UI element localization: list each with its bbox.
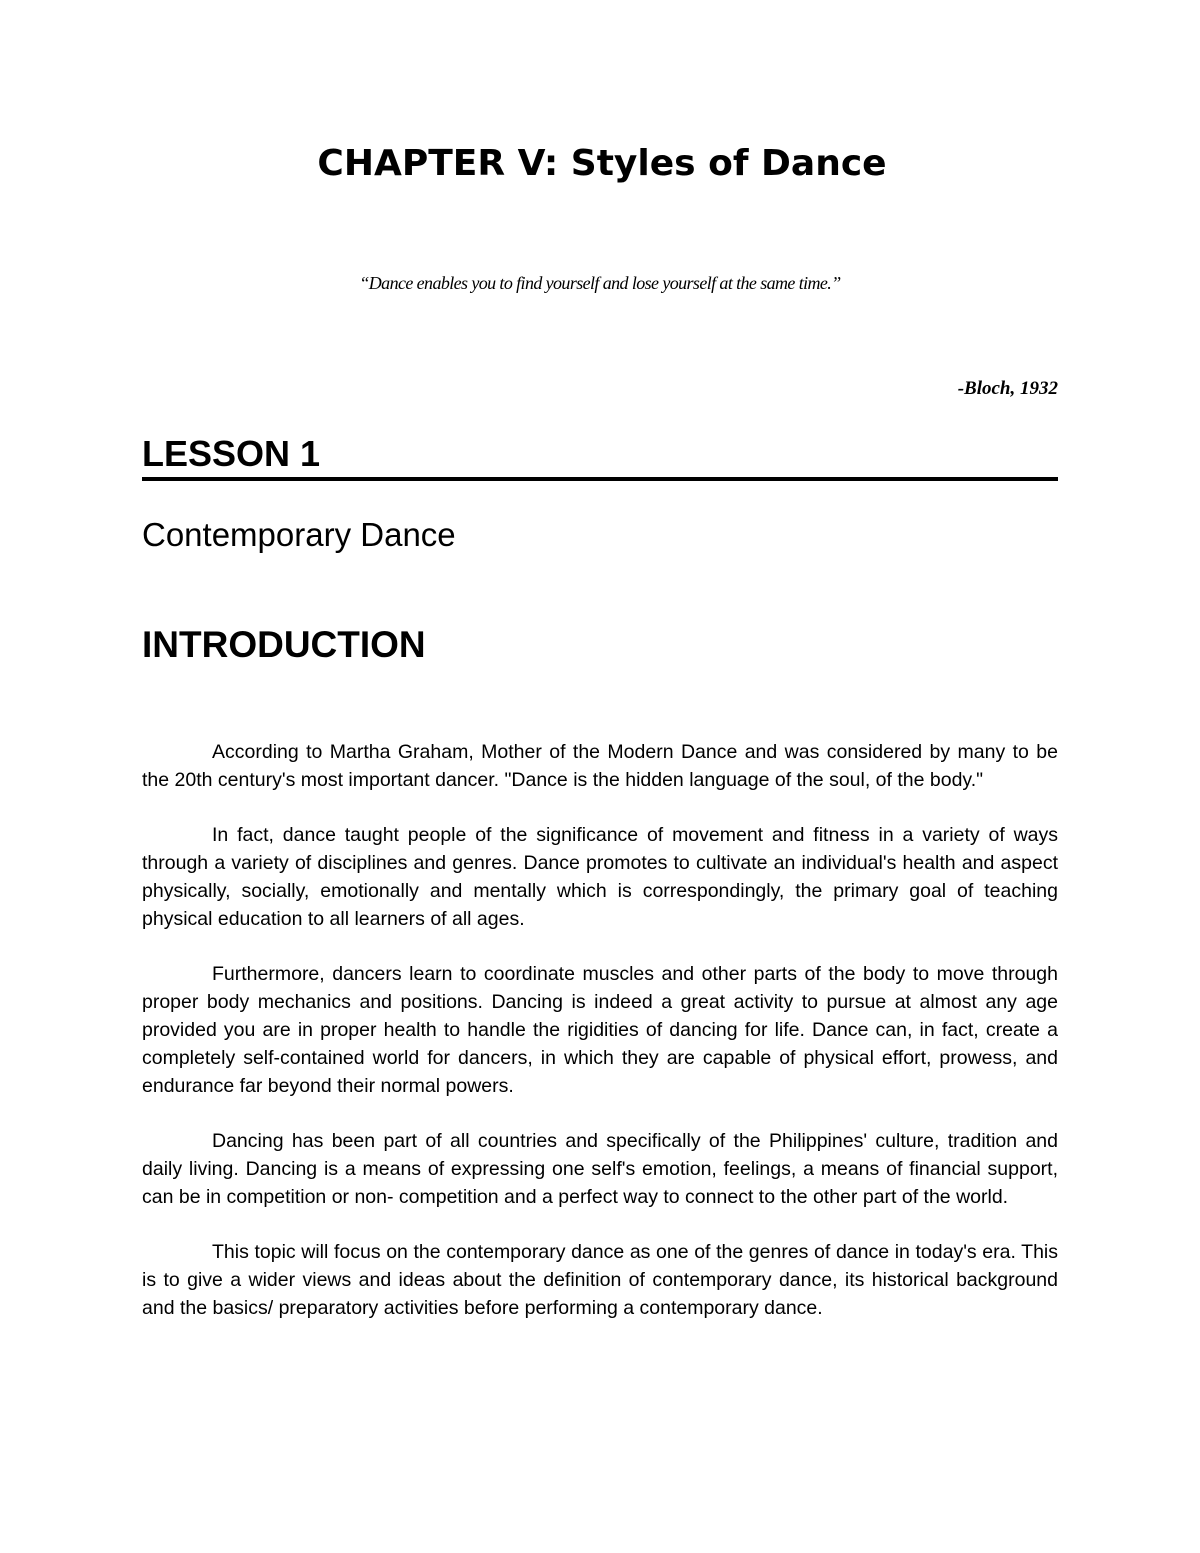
- section-heading: INTRODUCTION: [142, 624, 426, 665]
- paragraph: This topic will focus on the contemporary dance as one of the genres of dance in today's era. This is to give a wider views and ideas about the definition of contemporary dance, its historical background and the basics/ preparatory activities before performing a contemporary dance.: [142, 1241, 1058, 1319]
- chapter-title: CHAPTER V: Styles of Dance: [317, 143, 887, 184]
- paragraph: Furthermore, dancers learn to coordinate muscles and other parts of the body to move through proper body mechanics and positions. Dancing is indeed a great activity to pursue at almost any age provided you are in proper health to handle the rigidities of dancing for life. Dance can, in fact, create a completely self-contained world for dancers, in which they are capable of physical effort, prowess, and endurance far beyond their normal powers.: [142, 963, 1058, 1097]
- paragraph: Dancing has been part of all countries and specifically of the Philippines' culture, tradition and daily living. Dancing is a means of expressing one self's emotion, feelings, a means of financial support, can be in competition or non- competition and a perfect way to connect to the other part of the world.: [142, 1130, 1058, 1208]
- lesson-subtitle: Contemporary Dance: [142, 516, 456, 553]
- epigraph-quote: “Dance enables you to find yourself and lose yourself at the same time.”: [359, 273, 841, 293]
- paragraph: According to Martha Graham, Mother of the Modern Dance and was considered by many to be the 20th century's most important dancer. "Dance is the hidden language of the soul, of the body.": [142, 741, 1058, 791]
- epigraph-attribution: -Bloch, 1932: [957, 378, 1058, 399]
- lesson-divider: [142, 477, 1058, 481]
- paragraph: In fact, dance taught people of the significance of movement and fitness in a variety of ways through a variety of disciplines and genres. Dance promotes to cultivate an individual's health and aspect physically, socially, emotionally and mentally which is correspondingly, the primary goal of teaching physical education to all learners of all ages.: [142, 824, 1058, 930]
- lesson-heading: LESSON 1: [142, 433, 321, 474]
- body-text: [142, 738, 1058, 1349]
